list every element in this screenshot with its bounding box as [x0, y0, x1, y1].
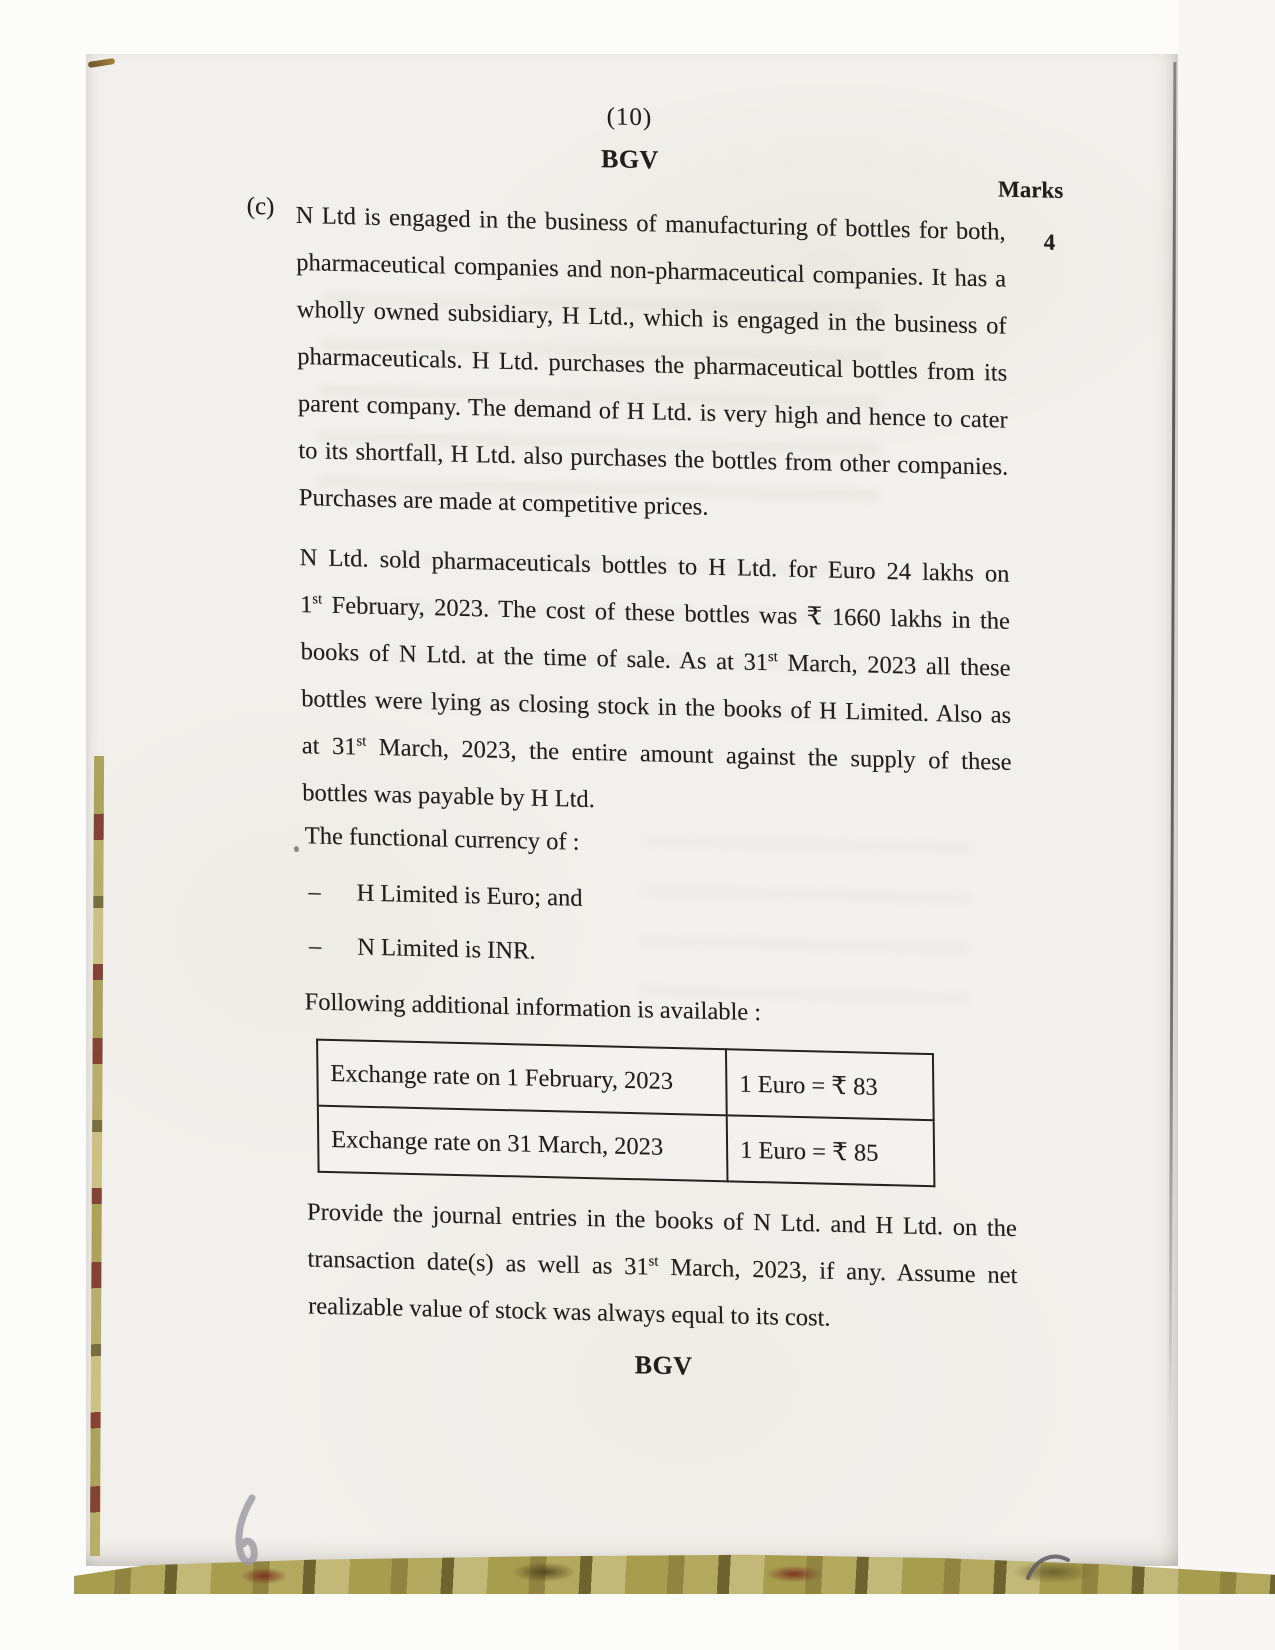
table-row: [318, 1106, 935, 1187]
text-line: Provide the journal entries in the books of N Ltd. and H Ltd. on the: [306, 1198, 1018, 1243]
table-cell-value: 1 Euro = ₹ 83: [726, 1049, 934, 1120]
currency-list-item: [308, 868, 583, 921]
paper-tear-mark: [228, 1492, 272, 1578]
question-paragraph-2: [299, 534, 1012, 833]
text-line: to its shortfall, H Ltd. also purchases the bottles from other companies.: [298, 437, 1009, 481]
header-code: BGV: [600, 144, 660, 175]
marks-value: 4: [1043, 229, 1056, 255]
list-text: H Limited is Euro; and: [356, 879, 583, 912]
text-line: books of N Ltd. at the time of sale. As at 31st March, 2023 all these: [300, 638, 1011, 682]
marks-label: Marks: [997, 176, 1064, 203]
text-line: parent company. The demand of H Ltd. is very high and hence to cater: [297, 390, 1008, 434]
text-line: Purchases are made at competitive prices.: [298, 484, 709, 521]
question-label: (c): [246, 192, 275, 221]
text-line: N Ltd is engaged in the business of manufacturing of bottles for both,: [295, 201, 1006, 246]
question-paragraph-1: [295, 192, 1009, 538]
list-text: N Limited is INR.: [357, 933, 536, 965]
additional-info-intro: Following additional information is available :: [304, 988, 762, 1027]
exchange-rate-table: [316, 1039, 935, 1188]
page-curl-mark: [1022, 1548, 1074, 1584]
exchange-rate-table-wrap: [316, 1039, 935, 1188]
closing-paragraph: [307, 1188, 1018, 1346]
footer-code: BGV: [634, 1350, 693, 1381]
text-line: at 31st March, 2023, the entire amount against the supply of these: [301, 732, 1012, 776]
text-line: transaction date(s) as well as 31st March, 2023, if any. Assume net: [307, 1245, 1018, 1290]
table-cell-value: 1 Euro = ₹ 85: [727, 1115, 935, 1186]
text-line: realizable value of stock was always equal to its cost.: [307, 1292, 831, 1332]
text-line: N Ltd. sold pharmaceuticals bottles to H Ltd. for Euro 24 lakhs on: [299, 544, 1010, 588]
text-line: 1st February, 2023. The cost of these bottles was ₹ 1660 lakhs in the: [300, 591, 1011, 635]
ink-speck: [294, 846, 299, 852]
text-line: bottles was payable by H Ltd.: [302, 779, 595, 814]
text-line: bottles were lying as closing stock in the books of H Limited. Also as: [301, 685, 1012, 729]
list-dash: –: [308, 932, 322, 960]
table-cell-label: Exchange rate on 31 March, 2023: [318, 1106, 728, 1182]
text-line: pharmaceuticals. H Ltd. purchases the pharmaceutical bottles from its: [297, 342, 1008, 387]
functional-currency-intro: The functional currency of :: [304, 822, 580, 856]
table-cell-label: Exchange rate on 1 February, 2023: [317, 1040, 727, 1116]
page-number: (10): [606, 103, 653, 132]
text-line: wholly owned subsidiary, H Ltd., which is engaged in the business of: [296, 295, 1007, 340]
list-dash: –: [308, 878, 321, 906]
currency-list-item: [309, 922, 536, 974]
text-line: pharmaceutical companies and non-pharmaceutical companies. It has a: [296, 248, 1007, 293]
